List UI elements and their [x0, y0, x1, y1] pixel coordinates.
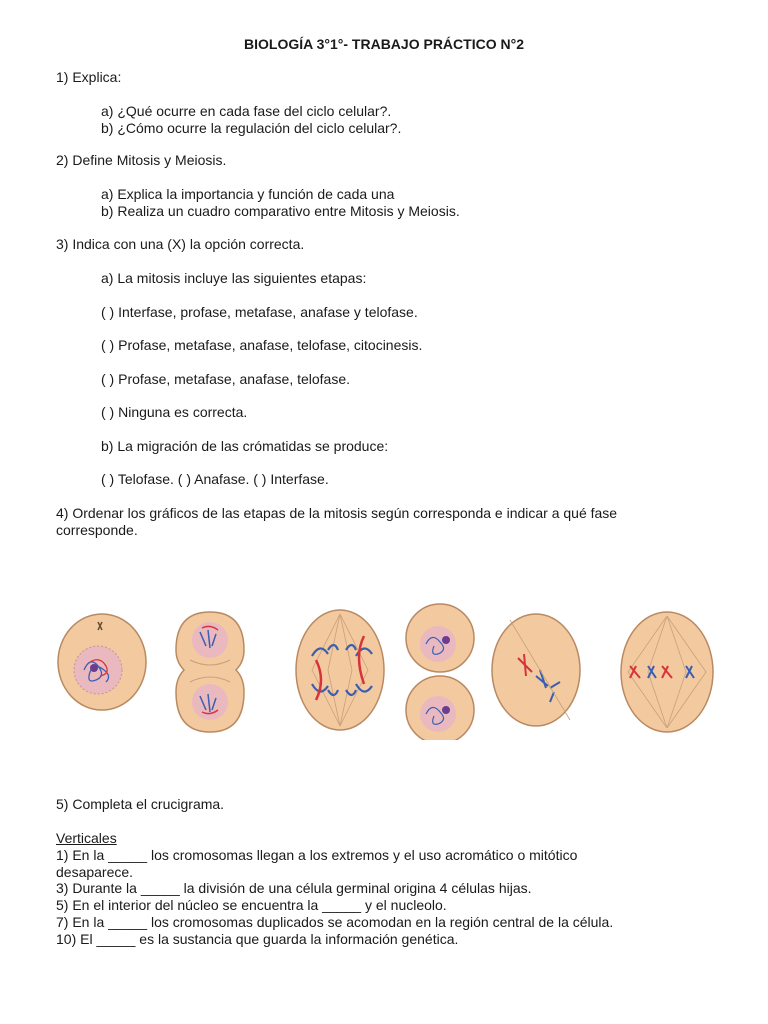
- cell-drawing-daughter-cells: [406, 604, 474, 740]
- crossword-clue: 1) En la _____ los cromosomas llegan a los extremos y el uso acromático o mitótico: [56, 847, 578, 863]
- question-4-line1: 4) Ordenar los gráficos de las etapas de la mitosis según corresponda e indicar a qué fase: [56, 505, 618, 521]
- page-title: BIOLOGÍA 3°1°- TRABAJO PRÁCTICO N°2: [244, 36, 524, 52]
- question-3b-options: ( ) Telofase. ( ) Anafase. ( ) Interfase.: [101, 471, 329, 487]
- question-2b: b) Realiza un cuadro comparativo entre Mitosis y Meiosis.: [101, 203, 460, 219]
- question-1a: a) ¿Qué ocurre en cada fase del ciclo celular?.: [101, 103, 392, 119]
- question-1b: b) ¿Cómo ocurre la regulación del ciclo celular?.: [101, 120, 402, 136]
- cell-drawing-prophase: [492, 614, 580, 726]
- crossword-clue: desaparece.: [56, 864, 134, 880]
- question-1-heading: 1) Explica:: [56, 69, 122, 85]
- question-3a: a) La mitosis incluye las siguientes etapas:: [101, 270, 367, 286]
- cell-drawing-anaphase: [296, 610, 384, 730]
- cell-drawing-telophase: [176, 612, 244, 732]
- question-3-heading: 3) Indica con una (X) la opción correcta.: [56, 236, 305, 252]
- question-3-option: ( ) Profase, metafase, anafase, telofase, citocinesis.: [101, 337, 423, 353]
- question-3-option: ( ) Ninguna es correcta.: [101, 404, 248, 420]
- crossword-clue: 3) Durante la _____ la división de una célula germinal origina 4 células hijas.: [56, 880, 532, 896]
- question-3-option: ( ) Interfase, profase, metafase, anafase y telofase.: [101, 304, 418, 320]
- question-3-option: ( ) Profase, metafase, anafase, telofase.: [101, 371, 351, 387]
- verticales-label: Verticales: [56, 830, 117, 846]
- crossword-clue: 10) El _____ es la sustancia que guarda la información genética.: [56, 931, 459, 947]
- question-2a: a) Explica la importancia y función de cada una: [101, 186, 395, 202]
- cell-drawing-interphase: [58, 614, 146, 710]
- crossword-clue: 7) En la _____ los cromosomas duplicados se acomodan en la región central de la célula.: [56, 914, 614, 930]
- crossword-clue: 5) En el interior del núcleo se encuentra la _____ y el nucleolo.: [56, 897, 447, 913]
- question-2-heading: 2) Define Mitosis y Meiosis.: [56, 152, 227, 168]
- question-5-heading: 5) Completa el crucigrama.: [56, 796, 225, 812]
- mitosis-stage-drawings: [50, 600, 730, 740]
- cell-drawing-metaphase: [621, 612, 713, 732]
- question-3b: b) La migración de las crómatidas se produce:: [101, 438, 389, 454]
- question-4-line2: corresponde.: [56, 522, 138, 538]
